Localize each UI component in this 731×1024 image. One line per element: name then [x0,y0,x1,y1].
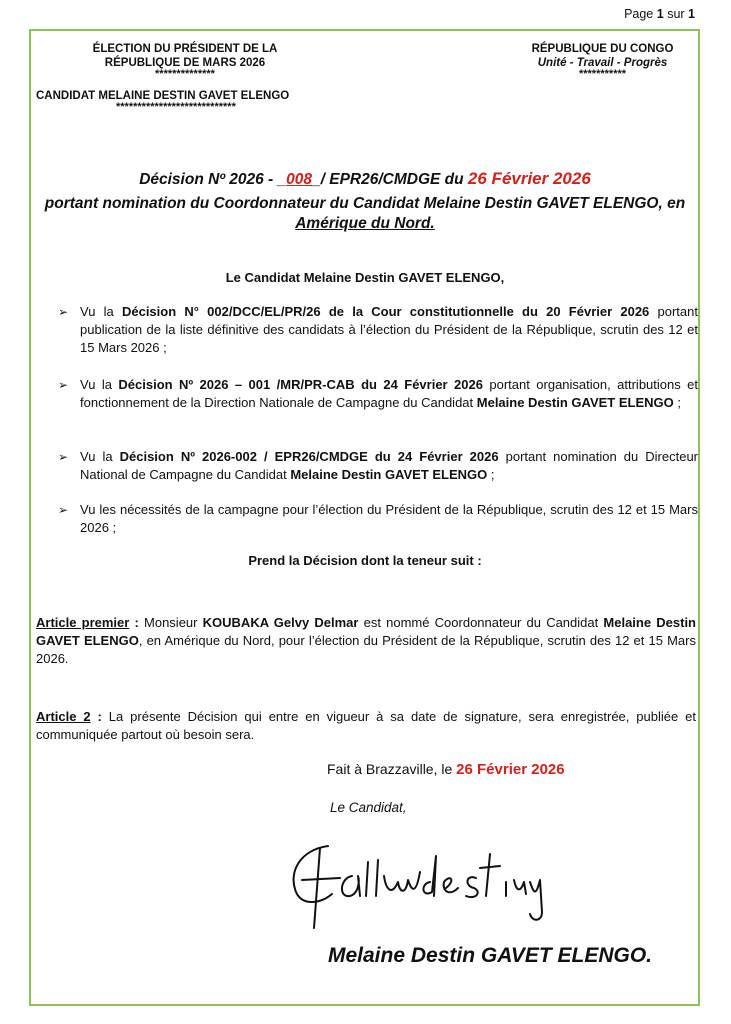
decision-number: 008 [286,171,313,188]
vu-item-3 [58,448,698,484]
vu-end: ; [673,395,681,410]
vu-end: ; [487,467,495,482]
page-number [624,7,695,21]
signature-stroke [342,876,360,896]
vu-item-2 [58,376,698,412]
decision-date: 26 Février 2026 [467,169,591,188]
article-1-text: est nommé Coordonnateur du Candidat [358,615,604,630]
vu-text: portant publication de la liste définitive des candidats à l’élection du Président de la République, scrutin des 12 et 15 Mars 2026 ; [80,304,698,355]
country-header [510,42,695,78]
signature-stroke [384,872,420,891]
signature-stroke [466,877,478,897]
place-date [327,761,565,778]
decision-subject: Le Candidat Melaine Destin GAVET ELENGO, [225,270,505,285]
signature-stroke [314,848,320,928]
vu-ref: Décision Nº 2026-002 / EPR26/CMDGE du 24 Février 2026 [119,449,499,464]
vu-ref: Décision N° 002/DCC/EL/PR/26 de la Cour constitutionnelle du 20 Février 2026 [121,304,650,319]
decision-subtitle [30,193,700,214]
arrow-bullet-icon: ➢ [58,305,69,319]
title-blank-left: _ [277,171,287,188]
article-1-label: Article premier [36,615,130,630]
vu-lead: Vu la [80,449,120,464]
signature-stroke [506,880,542,920]
page-label: Page [624,7,654,21]
election-header [30,42,340,78]
article-2 [36,708,696,744]
vu-lead: Vu la [80,377,119,392]
signature-stroke [423,856,436,896]
article-2-text: La présente Décision qui entre en vigueur à sa date de signature, sera enregistrée, publiée et communiquée partout où besoin sera. [36,709,696,742]
signature-stroke [294,846,332,902]
article-2-colon: : [90,709,109,724]
article-2-label: Article 2 [36,709,91,724]
vu-item-4 [58,501,698,537]
article-premier [36,614,696,668]
decision-subtitle-end [30,213,700,234]
country-stars: *********** [578,68,627,80]
title-middle: / EPR26/CMDGE du [320,171,468,188]
election-line-2: RÉPUBLIQUE DE MARS 2026 [104,57,266,69]
vu-ref: Décision Nº 2026 – 001 /MR/PR-CAB du 24 Février 2026 [118,377,483,392]
signature-stroke [480,854,500,896]
page-total: 1 [688,7,695,21]
signatory-title: Le Candidat, [330,800,407,815]
article-1-text: , en Amérique du Nord, pour l’élection du Président de la République, scrutin des 12 et 15 Mars 2026. [36,633,696,666]
signatory-name: Melaine Destin GAVET ELENGO. [328,944,653,967]
article-1-colon: : [129,615,145,630]
candidate-stars: **************************** [116,101,236,113]
page-sep: sur [667,7,685,21]
title-line-2: portant nomination du Coordonnateur du Candidat Melaine Destin GAVET ELENGO, en [44,195,686,212]
vu-text: portant nomination du Directeur National de Campagne du Candidat [80,449,699,482]
arrow-bullet-icon: ➢ [58,450,69,464]
coordinator-name: KOUBAKA Gelvy Delmar [202,615,359,630]
vu-text: portant organisation, attributions et fonctionnement de la Direction Nationale de Campagne du Candidat [80,377,698,410]
handwritten-signature [280,832,560,932]
vu-cand: Melaine Destin GAVET ELENGO [290,467,488,482]
vu-lead: Vu la [80,304,122,319]
signing-date: 26 Février 2026 [456,761,565,778]
decision-title [30,168,700,190]
prend-decision: Prend la Décision dont la teneur suit : [248,553,482,568]
title-line-3: Amérique du Nord. [295,215,435,232]
article-1-text: Monsieur [144,615,203,630]
arrow-bullet-icon: ➢ [58,503,69,517]
place-text: Fait à Brazzaville, le [327,761,457,777]
vu-item-1 [58,303,698,357]
country-motto: Unité - Travail - Progrès [537,57,668,69]
vu-cand: Melaine Destin GAVET ELENGO [476,395,674,410]
signature-stroke [444,878,458,892]
candidate-line: CANDIDAT MELAINE DESTIN GAVET ELENGO [36,90,290,102]
candidate-header [36,90,336,111]
signature-stroke [302,878,340,880]
signature-stroke [366,860,378,896]
country-name: RÉPUBLIQUE DU CONGO [531,43,674,55]
candidate-name: Melaine Destin GAVET ELENGO [36,615,696,648]
title-prefix: Décision Nº 2026 - [139,171,278,188]
election-line-1: ÉLECTION DU PRÉSIDENT DE LA [92,43,278,55]
page-current: 1 [656,7,664,21]
vu-lead: Vu les nécessités de la campagne pour l’élection du Président de la République, scrutin des 12 et 15 Mars 2026 ; [80,502,698,535]
arrow-bullet-icon: ➢ [58,378,69,392]
election-stars: ************** [155,68,215,80]
title-blank-right: _ [312,171,321,188]
